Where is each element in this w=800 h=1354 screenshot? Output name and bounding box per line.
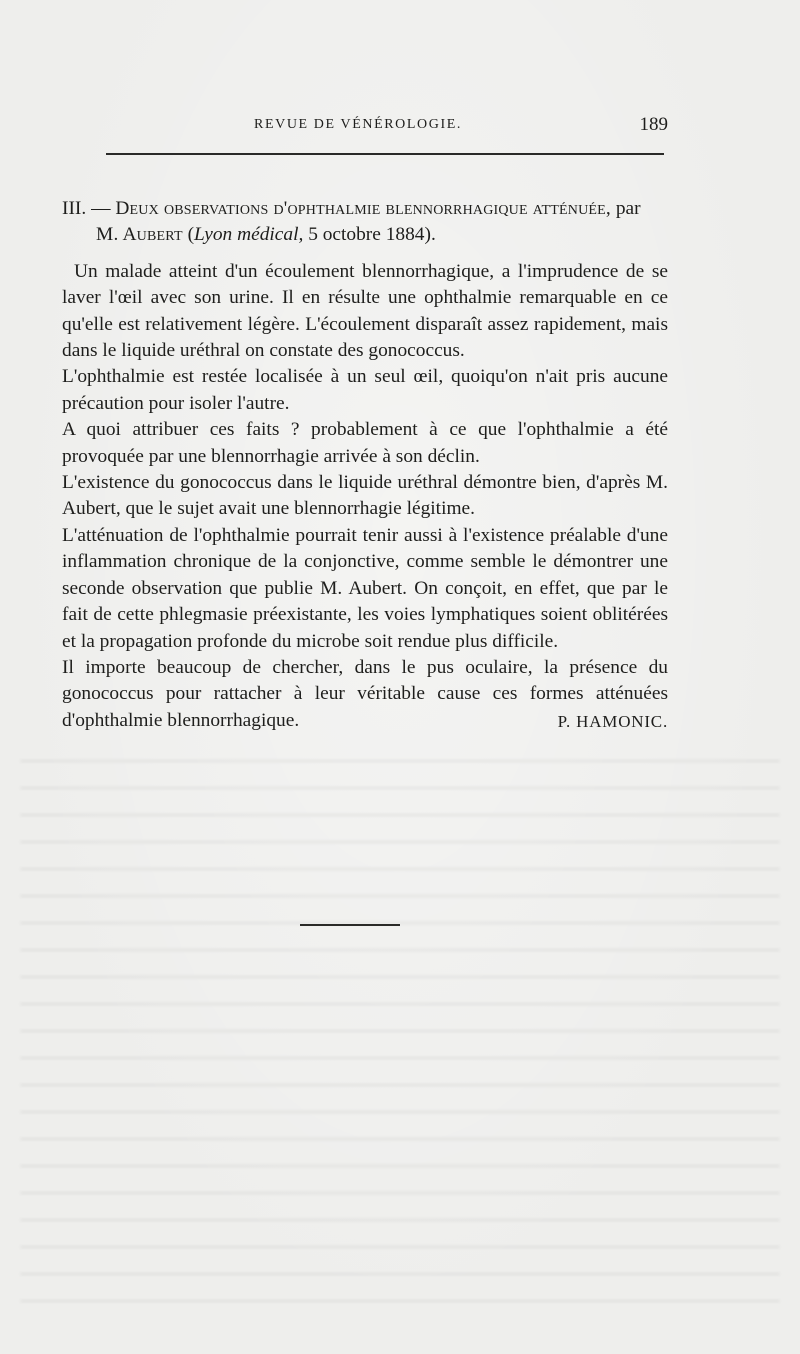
page-number: 189 (639, 114, 668, 135)
title-source-date: 5 octobre 1884). (308, 224, 436, 246)
end-rule (300, 924, 400, 926)
header-rule (106, 153, 664, 155)
paragraph-1: Un malade atteint d'un écoulement blennorrhagique, a l'imprudence de se laver l'œil avec son urine. Il en résulte une ophthalmie remarquable en ce qu'elle est relativement légère. L'écoulement disparaît assez rapidement, mais dans le liquide uréthral on constate des gonococcus. (62, 260, 668, 362)
paragraph-4: L'existence du gonococcus dans le liquide uréthral démontre bien, d'après M. Aubert, que le sujet avait une blennorrhagie légitime. (62, 472, 668, 520)
paragraph-2: L'ophthalmie est restée localisée à un seul œil, quoiqu'on n'ait pris aucune précaution pour isoler l'autre. (62, 366, 668, 414)
paragraph-6 (62, 655, 668, 734)
running-head: REVUE DE VÉNÉROLOGIE. (254, 117, 462, 132)
title-author: M. Aubert (96, 224, 183, 246)
title-numeral: III. (62, 198, 87, 219)
paragraph-5: L'atténuation de l'ophthalmie pourrait tenir aussi à l'existence préalable d'une inflammation chronique de la conjonctive, comme semble le démontrer une seconde observation que publie M. Aubert. On conçoit, en effet, que par le fait de cette phlegmasie préexistante, les voies lymphatiques soient oblitérées et la propagation profonde du microbe soit rendue plus difficile. (62, 524, 668, 652)
author-signature: P. HAMONIC. (557, 711, 668, 731)
page-header (0, 114, 800, 141)
paragraph-6-text: Il importe beaucoup de chercher, dans le pus oculaire, la présence du gonococcus pour rattacher à leur véritable cause ces formes atténuées d'ophthalmie blennorrhagique. (62, 656, 668, 731)
article-title (62, 196, 668, 249)
title-source-open: ( (187, 224, 195, 246)
title-dash: — (86, 198, 116, 219)
title-par: par (615, 198, 641, 219)
paragraph-3: A quoi attribuer ces faits ? probablement à ce que l'ophthalmie a été provoquée par une blennorrhagie arrivée à son déclin. (62, 419, 668, 467)
article (62, 196, 668, 735)
title-source-journal: Lyon médical, (194, 224, 304, 246)
show-through-texture (20, 760, 780, 1320)
title-main: Deux observations d'ophthalmie blennorrhagique atténuée, (115, 198, 611, 219)
